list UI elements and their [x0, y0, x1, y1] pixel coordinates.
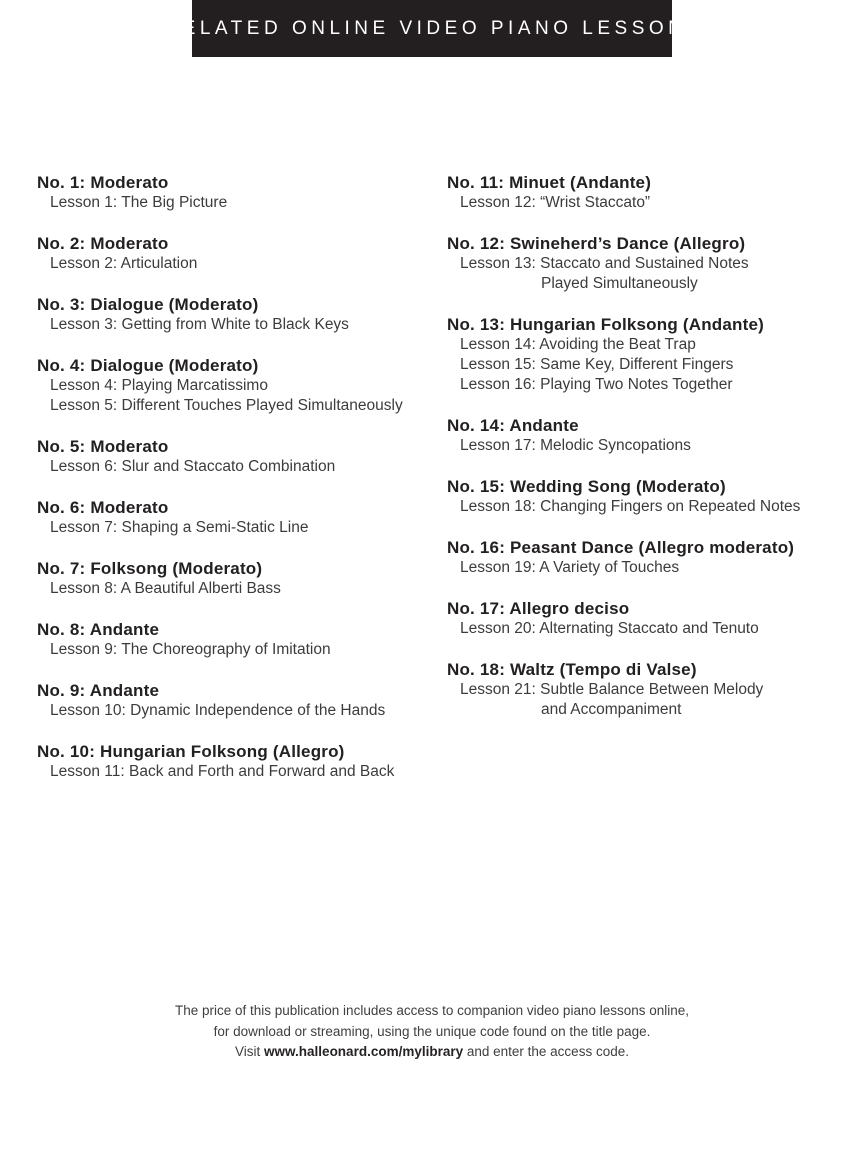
lesson-line: Lesson 6: Slur and Staccato Combination	[50, 458, 336, 475]
lesson-continuation-line: and Accompaniment	[541, 701, 682, 718]
piece-title: No. 3: Dialogue (Moderato)	[37, 295, 259, 314]
footer-line-2: for download or streaming, using the unique code found on the title page.	[213, 1023, 651, 1039]
lesson-list	[37, 457, 437, 477]
piece-item	[37, 294, 437, 335]
piece-title: No. 11: Minuet (Andante)	[447, 173, 652, 192]
lesson-line: Lesson 20: Alternating Staccato and Tenuto	[460, 620, 759, 637]
lesson-line: Lesson 2: Articulation	[50, 255, 198, 272]
header-banner	[164, 0, 704, 57]
lesson-list	[37, 640, 437, 660]
piece-item	[37, 233, 437, 274]
lesson-list	[447, 193, 847, 213]
lesson-list	[447, 558, 847, 578]
lesson-line: Lesson 8: A Beautiful Alberti Bass	[50, 580, 281, 597]
piece-item	[37, 436, 437, 477]
piece-title: No. 8: Andante	[37, 620, 160, 639]
footer-line-3-prefix: Visit	[235, 1044, 265, 1059]
piece-title: No. 4: Dialogue (Moderato)	[37, 356, 259, 375]
lesson-line: Lesson 16: Playing Two Notes Together	[460, 376, 733, 393]
piece-title: No. 17: Allegro deciso	[447, 599, 630, 618]
lesson-line: Lesson 21: Subtle Balance Between Melody	[460, 681, 764, 698]
piece-item	[447, 537, 847, 578]
lesson-list	[37, 376, 437, 416]
right-column	[447, 172, 847, 740]
lesson-line: Lesson 13: Staccato and Sustained Notes	[460, 255, 749, 272]
lesson-list	[447, 619, 847, 639]
footer-note	[0, 1001, 864, 1063]
footer-line-1: The price of this publication includes access to companion video piano lessons online,	[174, 1003, 690, 1018]
piece-title: No. 10: Hungarian Folksong (Allegro)	[37, 742, 345, 761]
piece-title: No. 15: Wedding Song (Moderato)	[447, 477, 726, 496]
page-title: RELATED ONLINE VIDEO PIANO LESSONS	[164, 17, 704, 39]
piece-title: No. 13: Hungarian Folksong (Andante)	[447, 315, 764, 334]
lesson-line: Lesson 10: Dynamic Independence of the Hands	[50, 702, 386, 719]
lesson-list	[37, 254, 437, 274]
lesson-line: Lesson 7: Shaping a Semi-Static Line	[50, 519, 309, 536]
piece-item	[37, 558, 437, 599]
lesson-line: Lesson 9: The Choreography of Imitation	[50, 641, 331, 658]
piece-item	[447, 172, 847, 213]
lesson-line: Lesson 14: Avoiding the Beat Trap	[460, 336, 696, 353]
piece-item	[447, 415, 847, 456]
piece-item	[447, 233, 847, 294]
piece-item	[37, 355, 437, 416]
piece-item	[37, 741, 437, 782]
lesson-line: Lesson 17: Melodic Syncopations	[460, 437, 691, 454]
piece-item	[37, 619, 437, 660]
lesson-line: Lesson 18: Changing Fingers on Repeated Notes	[460, 498, 801, 515]
lesson-line: Lesson 11: Back and Forth and Forward and Back	[50, 763, 395, 780]
lesson-line: Lesson 1: The Big Picture	[50, 194, 228, 211]
piece-title: No. 14: Andante	[447, 416, 579, 435]
piece-item	[37, 172, 437, 213]
piece-title: No. 18: Waltz (Tempo di Valse)	[447, 660, 697, 679]
piece-title: No. 1: Moderato	[37, 173, 169, 192]
piece-item	[447, 314, 847, 395]
piece-item	[447, 476, 847, 517]
lesson-list	[447, 497, 847, 517]
lesson-line: Lesson 3: Getting from White to Black Keys	[50, 316, 349, 333]
piece-item	[447, 598, 847, 639]
piece-title: No. 9: Andante	[37, 681, 160, 700]
lesson-list	[37, 193, 437, 213]
piece-item	[447, 659, 847, 720]
lesson-line: Lesson 19: A Variety of Touches	[460, 559, 680, 576]
lesson-continuation-line: Played Simultaneously	[541, 275, 698, 292]
lesson-list	[447, 436, 847, 456]
piece-item	[37, 497, 437, 538]
lesson-list	[37, 579, 437, 599]
piece-title: No. 5: Moderato	[37, 437, 169, 456]
lesson-line: Lesson 4: Playing Marcatissimo	[50, 377, 268, 394]
piece-item	[37, 680, 437, 721]
piece-title: No. 7: Folksong (Moderato)	[37, 559, 263, 578]
piece-title: No. 6: Moderato	[37, 498, 169, 517]
lesson-list	[447, 680, 847, 720]
footer-line-3-suffix: and enter the access code.	[463, 1044, 629, 1059]
lesson-line: Lesson 15: Same Key, Different Fingers	[460, 356, 734, 373]
piece-title: No. 12: Swineherd’s Dance (Allegro)	[447, 234, 746, 253]
footer-url: www.halleonard.com/mylibrary	[264, 1044, 464, 1059]
lesson-list	[37, 762, 437, 782]
piece-title: No. 2: Moderato	[37, 234, 169, 253]
lesson-line: Lesson 5: Different Touches Played Simultaneously	[50, 397, 403, 414]
lesson-list	[447, 254, 847, 294]
lesson-list	[37, 315, 437, 335]
left-column	[37, 172, 437, 802]
lesson-list	[447, 335, 847, 395]
footer-line-3	[0, 1042, 864, 1063]
lesson-list	[37, 518, 437, 538]
lesson-list	[37, 701, 437, 721]
piece-title: No. 16: Peasant Dance (Allegro moderato)	[447, 538, 795, 557]
lesson-line: Lesson 12: “Wrist Staccato”	[460, 194, 651, 211]
